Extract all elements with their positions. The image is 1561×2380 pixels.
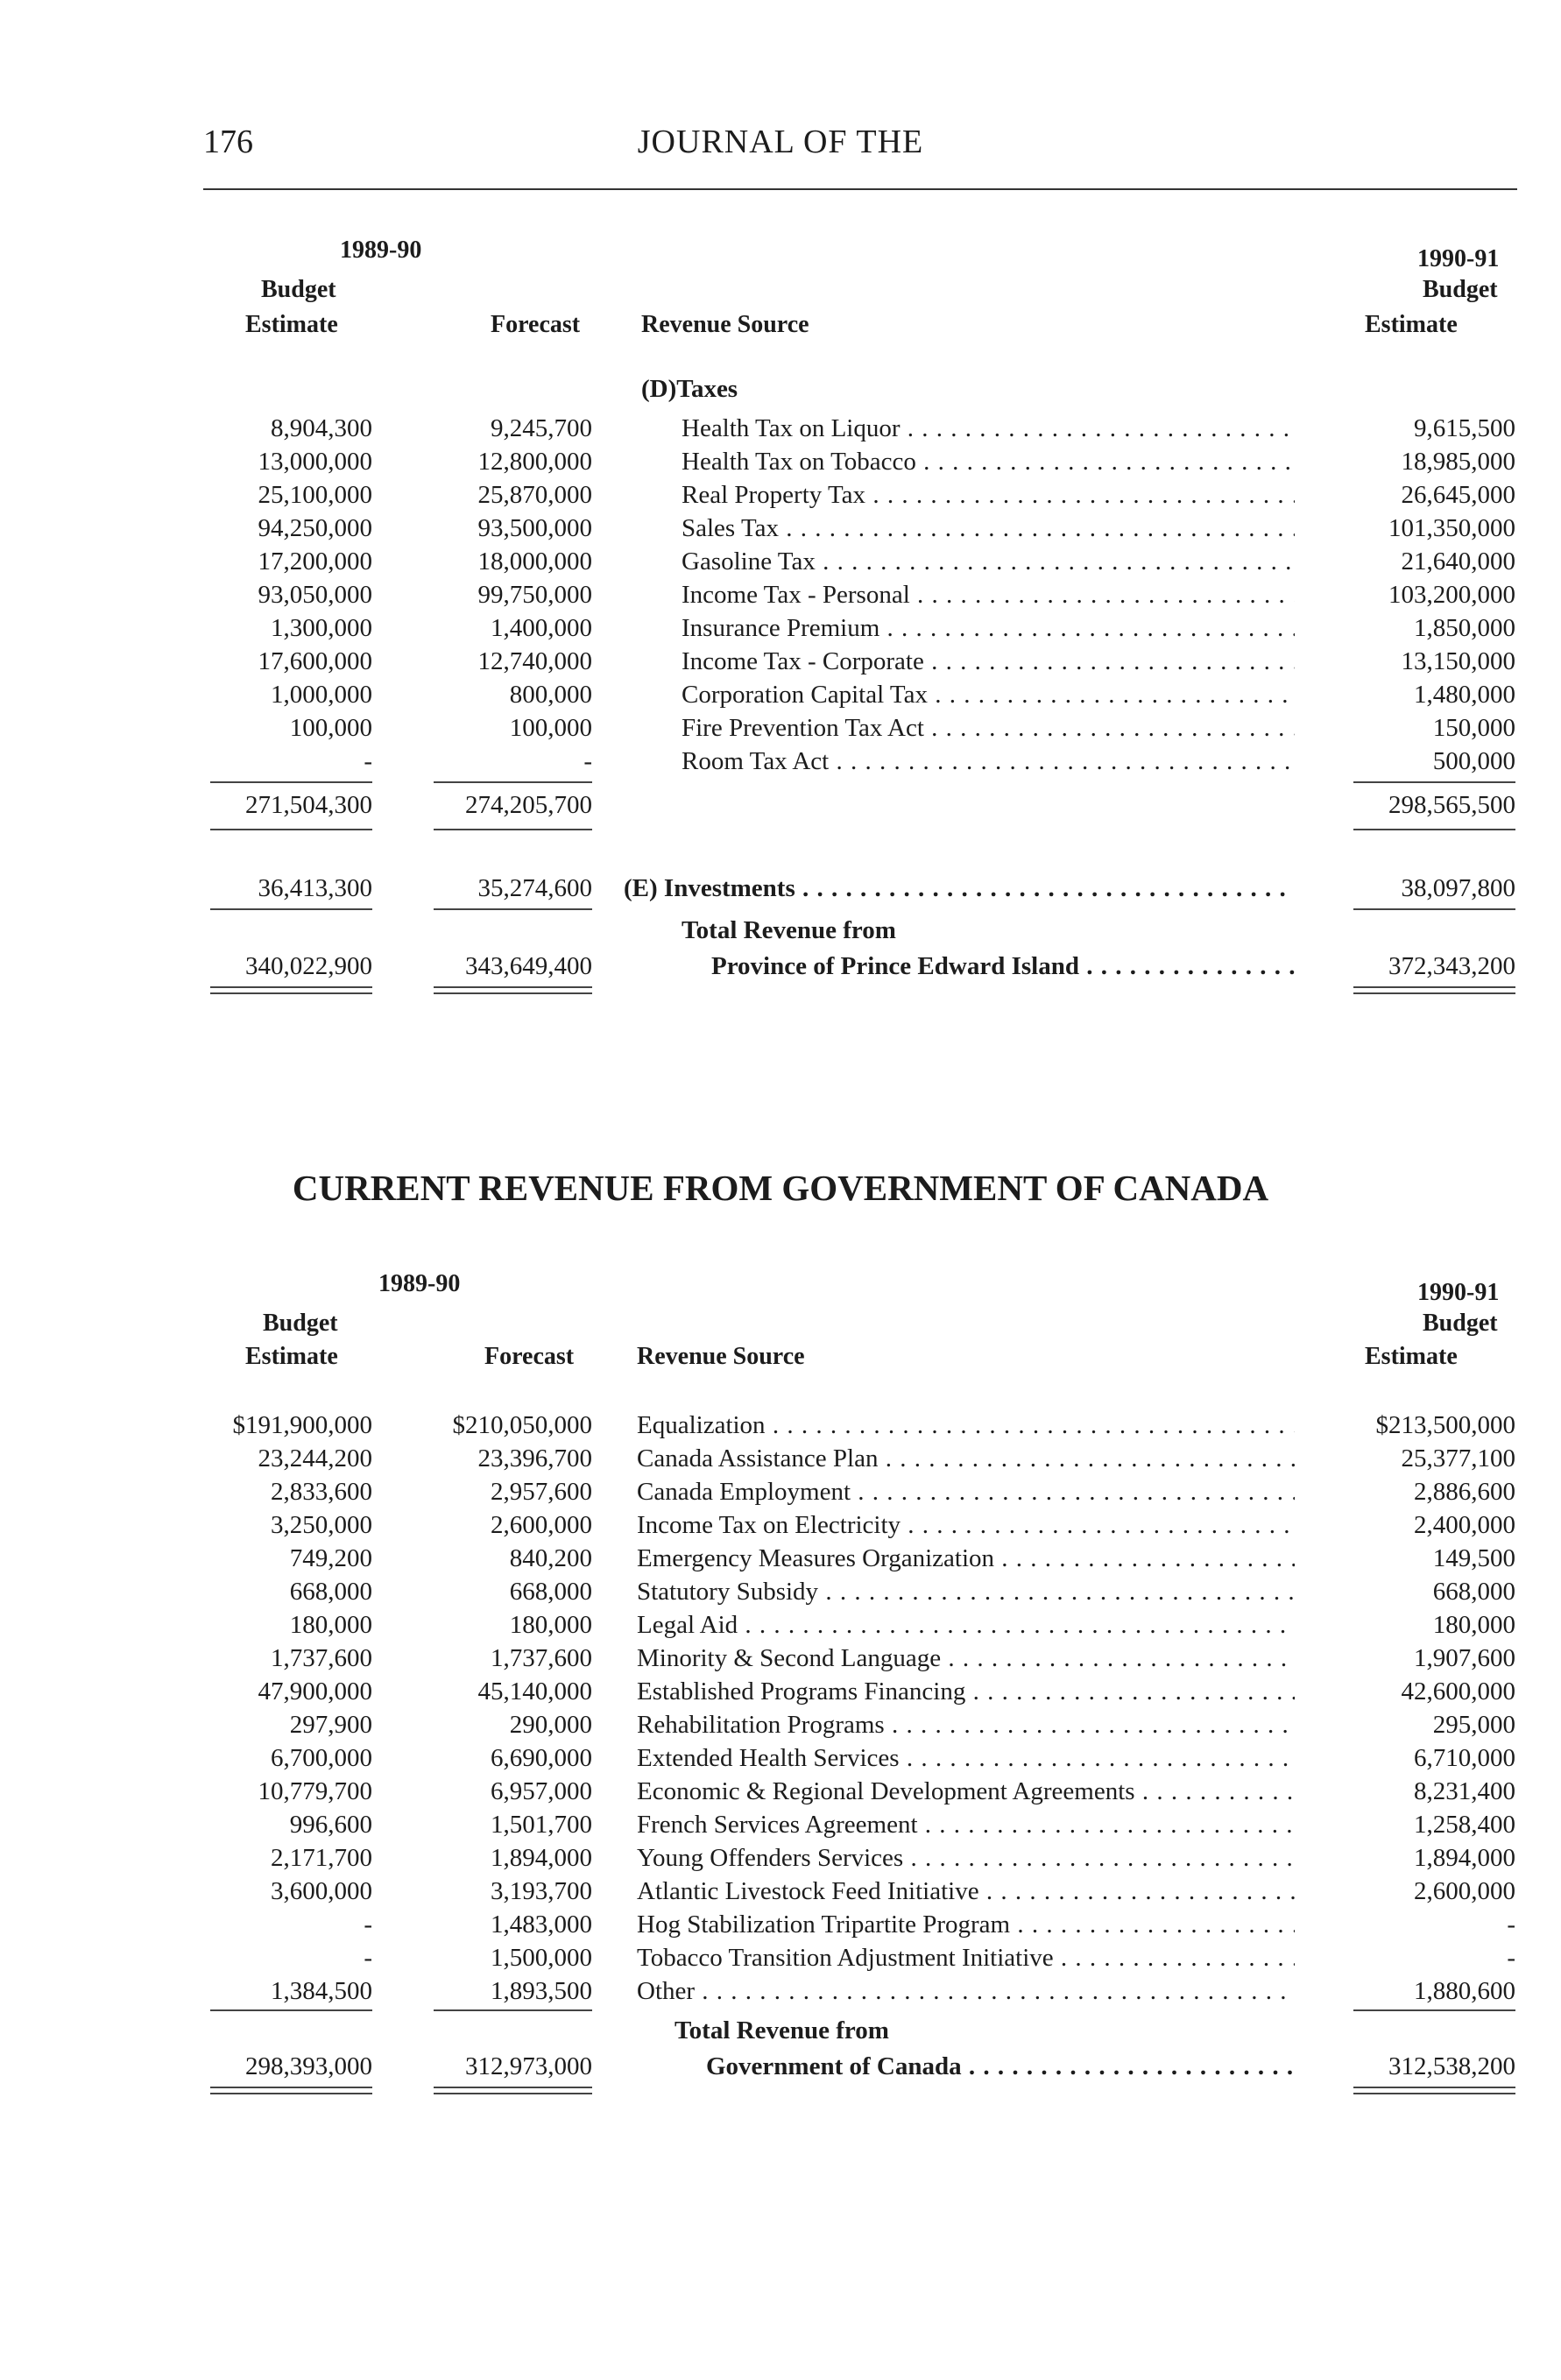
t2-forecast: Forecast <box>484 1343 575 1370</box>
revenue-source: Tobacco Transition Adjustment Initiative . . . <box>637 1941 1295 1974</box>
forecast-1989: 25,870,000 <box>477 481 592 509</box>
budget-estimate-1989: 8,904,300 <box>271 414 372 442</box>
budget-estimate-1990: - <box>1507 1910 1515 1939</box>
budget-estimate-1989: 13,000,000 <box>258 448 372 476</box>
budget-estimate-1990: 180,000 <box>1432 1611 1515 1639</box>
budget-estimate-1989: 17,600,000 <box>258 647 372 675</box>
budget-estimate-1990: $213,500,000 <box>1375 1411 1515 1439</box>
budget-estimate-1989: 6,700,000 <box>271 1744 372 1772</box>
revenue-source: Gasoline Tax . . . <box>682 545 1295 578</box>
total-estimate-1989: 340,022,900 <box>245 952 372 980</box>
table-row <box>0 1508 1561 1542</box>
revenue-source: Established Programs Financing . . . <box>637 1675 1295 1708</box>
table-row <box>0 1808 1561 1841</box>
revenue-source: French Services Agreement . . . <box>637 1808 1295 1841</box>
table-row <box>0 1775 1561 1808</box>
revenue-source: Economic & Regional Development Agreements . . . <box>637 1775 1295 1808</box>
budget-estimate-1990: 500,000 <box>1432 747 1515 775</box>
total-forecast-1989: 343,649,400 <box>465 952 592 980</box>
header-rule <box>203 188 1517 190</box>
budget-estimate-1989: 1,300,000 <box>271 614 372 642</box>
subtotal-rule <box>210 781 372 783</box>
table-row <box>0 711 1561 745</box>
total-forecast-1989: 312,973,000 <box>465 2052 592 2080</box>
revenue-source: Canada Employment . . . <box>637 1475 1295 1508</box>
budget-estimate-1989: 93,050,000 <box>258 581 372 609</box>
budget-estimate-1990: 21,640,000 <box>1401 547 1515 576</box>
t2-estimate-left: Estimate <box>245 1343 338 1370</box>
investments-rule <box>434 908 592 910</box>
t1-period-left: 1989-90 <box>340 237 422 264</box>
investments-label: (E) Investments . . . <box>624 872 1295 905</box>
forecast-1989: 2,600,000 <box>491 1511 592 1539</box>
total-double-rule <box>434 2087 592 2088</box>
subtotal-forecast-1989: 274,205,700 <box>465 791 592 819</box>
table-row <box>0 1475 1561 1508</box>
forecast-1989: 1,501,700 <box>491 1811 592 1839</box>
revenue-source: Health Tax on Liquor . . . <box>682 412 1295 445</box>
revenue-source: Statutory Subsidy . . . <box>637 1575 1295 1608</box>
table-row <box>0 1642 1561 1675</box>
total-double-rule <box>210 986 372 988</box>
total-estimate-1990: 312,538,200 <box>1388 2052 1515 2080</box>
total-row <box>0 2050 1561 2083</box>
budget-estimate-1990: 2,600,000 <box>1414 1877 1515 1905</box>
budget-estimate-1990: 150,000 <box>1432 714 1515 742</box>
forecast-1989: 12,800,000 <box>477 448 592 476</box>
revenue-source: Equalization . . . <box>637 1409 1295 1442</box>
revenue-source: Insurance Premium . . . <box>682 611 1295 645</box>
t2-total-label-1: Total Revenue from <box>675 2016 889 2045</box>
revenue-source: Real Property Tax . . . <box>682 478 1295 512</box>
budget-estimate-1989: 23,244,200 <box>258 1444 372 1472</box>
revenue-source: Rehabilitation Programs . . . <box>637 1708 1295 1741</box>
budget-estimate-1989: 1,384,500 <box>271 1977 372 2005</box>
revenue-source: Sales Tax . . . <box>682 512 1295 545</box>
forecast-1989: 100,000 <box>509 714 592 742</box>
forecast-1989: 180,000 <box>509 1611 592 1639</box>
budget-estimate-1989: $191,900,000 <box>232 1411 372 1439</box>
table-row <box>0 1741 1561 1775</box>
total-double-rule <box>1353 2093 1515 2094</box>
table-row <box>0 1608 1561 1642</box>
subtotal-rule <box>1353 829 1515 830</box>
revenue-source: Fire Prevention Tax Act . . . <box>682 711 1295 745</box>
page-number: 176 <box>203 124 253 160</box>
t2-total-label-2: Government of Canada . . . <box>706 2050 1295 2083</box>
forecast-1989: 1,737,600 <box>491 1644 592 1672</box>
total-double-rule <box>1353 992 1515 994</box>
subtotal-row <box>0 788 1561 822</box>
revenue-source: Legal Aid . . . <box>637 1608 1295 1642</box>
revenue-source: Room Tax Act . . . <box>682 745 1295 778</box>
t1-estimate-left: Estimate <box>245 311 338 338</box>
investments-forecast-1989: 35,274,600 <box>477 874 592 902</box>
other-rule <box>434 2009 592 2011</box>
budget-estimate-1990: 1,850,000 <box>1414 614 1515 642</box>
budget-estimate-1989: - <box>364 747 372 775</box>
forecast-1989: - <box>583 747 592 775</box>
budget-estimate-1990: 2,400,000 <box>1414 1511 1515 1539</box>
budget-estimate-1989: 749,200 <box>289 1544 372 1572</box>
budget-estimate-1989: - <box>364 1910 372 1939</box>
budget-estimate-1990: 668,000 <box>1432 1578 1515 1606</box>
forecast-1989: 23,396,700 <box>477 1444 592 1472</box>
other-rule <box>210 2009 372 2011</box>
revenue-source: Minority & Second Language . . . <box>637 1642 1295 1675</box>
t2-budget-left: Budget <box>263 1310 338 1337</box>
t2-period-right: 1990-91 <box>1417 1279 1500 1306</box>
total-double-rule <box>210 2093 372 2094</box>
revenue-source: Income Tax on Electricity . . . <box>637 1508 1295 1542</box>
forecast-1989: 668,000 <box>509 1578 592 1606</box>
table-row <box>0 578 1561 611</box>
budget-estimate-1990: 25,377,100 <box>1401 1444 1515 1472</box>
budget-estimate-1989: 1,737,600 <box>271 1644 372 1672</box>
forecast-1989: 1,500,000 <box>491 1944 592 1972</box>
table-row <box>0 1974 1561 2008</box>
total-double-rule <box>210 2087 372 2088</box>
running-title: JOURNAL OF THE <box>637 124 924 160</box>
budget-estimate-1989: 3,250,000 <box>271 1511 372 1539</box>
subtotal-estimate-1990: 298,565,500 <box>1388 791 1515 819</box>
subtotal-rule <box>434 829 592 830</box>
revenue-source: Young Offenders Services . . . <box>637 1841 1295 1875</box>
table-row <box>0 1875 1561 1908</box>
t2-estimate-right: Estimate <box>1365 1343 1458 1370</box>
t2-budget-right: Budget <box>1423 1310 1498 1337</box>
budget-estimate-1989: 10,779,700 <box>258 1777 372 1805</box>
revenue-source: Atlantic Livestock Feed Initiative . . . <box>637 1875 1295 1908</box>
table-row <box>0 512 1561 545</box>
revenue-source: Other . . . <box>637 1974 1295 2008</box>
forecast-1989: 6,957,000 <box>491 1777 592 1805</box>
forecast-1989: 12,740,000 <box>477 647 592 675</box>
total-double-rule <box>434 2093 592 2094</box>
forecast-1989: 290,000 <box>509 1711 592 1739</box>
subtotal-rule <box>1353 781 1515 783</box>
budget-estimate-1990: 1,894,000 <box>1414 1844 1515 1872</box>
table-row <box>0 1542 1561 1575</box>
table-row <box>0 1675 1561 1708</box>
budget-estimate-1989: 180,000 <box>289 1611 372 1639</box>
revenue-source: Emergency Measures Organization . . . <box>637 1542 1295 1575</box>
table-row <box>0 611 1561 645</box>
forecast-1989: 6,690,000 <box>491 1744 592 1772</box>
budget-estimate-1989: 2,171,700 <box>271 1844 372 1872</box>
forecast-1989: 1,894,000 <box>491 1844 592 1872</box>
budget-estimate-1990: 295,000 <box>1432 1711 1515 1739</box>
table-row <box>0 645 1561 678</box>
budget-estimate-1990: 26,645,000 <box>1401 481 1515 509</box>
t2-period-left: 1989-90 <box>378 1270 461 1297</box>
revenue-source: Extended Health Services . . . <box>637 1741 1295 1775</box>
t1-estimate-right: Estimate <box>1365 311 1458 338</box>
budget-estimate-1989: 100,000 <box>289 714 372 742</box>
budget-estimate-1989: 3,600,000 <box>271 1877 372 1905</box>
t1-forecast: Forecast <box>491 311 581 338</box>
other-rule <box>1353 2009 1515 2011</box>
forecast-1989: 1,400,000 <box>491 614 592 642</box>
t1-budget-left: Budget <box>261 276 336 303</box>
t1-total-label-1: Total Revenue from <box>682 916 896 944</box>
budget-estimate-1989: 25,100,000 <box>258 481 372 509</box>
budget-estimate-1990: 149,500 <box>1432 1544 1515 1572</box>
budget-estimate-1990: - <box>1507 1944 1515 1972</box>
total-estimate-1990: 372,343,200 <box>1388 952 1515 980</box>
forecast-1989: 800,000 <box>509 681 592 709</box>
budget-estimate-1989: 2,833,600 <box>271 1478 372 1506</box>
t1-total-label-2: Province of Prince Edward Island . . . <box>711 950 1295 983</box>
budget-estimate-1990: 42,600,000 <box>1401 1677 1515 1706</box>
table-row <box>0 478 1561 512</box>
forecast-1989: 18,000,000 <box>477 547 592 576</box>
forecast-1989: $210,050,000 <box>452 1411 592 1439</box>
forecast-1989: 9,245,700 <box>491 414 592 442</box>
total-double-rule <box>1353 2087 1515 2088</box>
budget-estimate-1989: 996,600 <box>289 1811 372 1839</box>
table-row <box>0 1841 1561 1875</box>
investments-rule <box>1353 908 1515 910</box>
forecast-1989: 93,500,000 <box>477 514 592 542</box>
forecast-1989: 2,957,600 <box>491 1478 592 1506</box>
table-row <box>0 745 1561 778</box>
total-double-rule <box>210 992 372 994</box>
budget-estimate-1990: 1,880,600 <box>1414 1977 1515 2005</box>
revenue-source: Canada Assistance Plan . . . <box>637 1442 1295 1475</box>
t1-section-taxes: (D)Taxes <box>641 375 738 403</box>
t1-budget-right: Budget <box>1423 276 1498 303</box>
budget-estimate-1989: 94,250,000 <box>258 514 372 542</box>
budget-estimate-1989: - <box>364 1944 372 1972</box>
budget-estimate-1989: 297,900 <box>289 1711 372 1739</box>
table-row <box>0 1941 1561 1974</box>
total-double-rule <box>1353 986 1515 988</box>
t1-revenue-source: Revenue Source <box>641 311 809 338</box>
subtotal-rule <box>434 781 592 783</box>
table-row <box>0 1708 1561 1741</box>
forecast-1989: 99,750,000 <box>477 581 592 609</box>
budget-estimate-1990: 1,907,600 <box>1414 1644 1515 1672</box>
budget-estimate-1990: 101,350,000 <box>1388 514 1515 542</box>
forecast-1989: 45,140,000 <box>477 1677 592 1706</box>
t2-revenue-source: Revenue Source <box>637 1343 805 1370</box>
revenue-source: Hog Stabilization Tripartite Program . . . <box>637 1908 1295 1941</box>
table-row <box>0 1575 1561 1608</box>
budget-estimate-1989: 668,000 <box>289 1578 372 1606</box>
budget-estimate-1990: 8,231,400 <box>1414 1777 1515 1805</box>
total-estimate-1989: 298,393,000 <box>245 2052 372 2080</box>
revenue-source: Income Tax - Corporate . . . <box>682 645 1295 678</box>
revenue-source: Income Tax - Personal . . . <box>682 578 1295 611</box>
revenue-source: Health Tax on Tobacco . . . <box>682 445 1295 478</box>
total-double-rule <box>434 986 592 988</box>
budget-estimate-1990: 6,710,000 <box>1414 1744 1515 1772</box>
budget-estimate-1989: 1,000,000 <box>271 681 372 709</box>
t1-period-right: 1990-91 <box>1417 245 1500 272</box>
budget-estimate-1990: 2,886,600 <box>1414 1478 1515 1506</box>
investments-rule <box>210 908 372 910</box>
budget-estimate-1990: 1,258,400 <box>1414 1811 1515 1839</box>
investments-estimate-1990: 38,097,800 <box>1401 874 1515 902</box>
forecast-1989: 1,893,500 <box>491 1977 592 2005</box>
revenue-source: Corporation Capital Tax . . . <box>682 678 1295 711</box>
investments-estimate-1989: 36,413,300 <box>258 874 372 902</box>
table-row <box>0 445 1561 478</box>
investments-row <box>0 872 1561 905</box>
budget-estimate-1989: 17,200,000 <box>258 547 372 576</box>
table-row <box>0 545 1561 578</box>
forecast-1989: 3,193,700 <box>491 1877 592 1905</box>
table-row <box>0 1442 1561 1475</box>
total-double-rule <box>434 992 592 994</box>
budget-estimate-1990: 9,615,500 <box>1414 414 1515 442</box>
table-row <box>0 412 1561 445</box>
table-row <box>0 678 1561 711</box>
budget-estimate-1990: 18,985,000 <box>1401 448 1515 476</box>
total-row <box>0 950 1561 983</box>
subtotal-rule <box>210 829 372 830</box>
forecast-1989: 840,200 <box>509 1544 592 1572</box>
forecast-1989: 1,483,000 <box>491 1910 592 1939</box>
budget-estimate-1990: 103,200,000 <box>1388 581 1515 609</box>
table-row <box>0 1908 1561 1941</box>
table-row <box>0 1409 1561 1442</box>
budget-estimate-1989: 47,900,000 <box>258 1677 372 1706</box>
subtotal-estimate-1989: 271,504,300 <box>245 791 372 819</box>
budget-estimate-1990: 13,150,000 <box>1401 647 1515 675</box>
budget-estimate-1990: 1,480,000 <box>1414 681 1515 709</box>
section-title: CURRENT REVENUE FROM GOVERNMENT OF CANADA <box>292 1168 1269 1208</box>
